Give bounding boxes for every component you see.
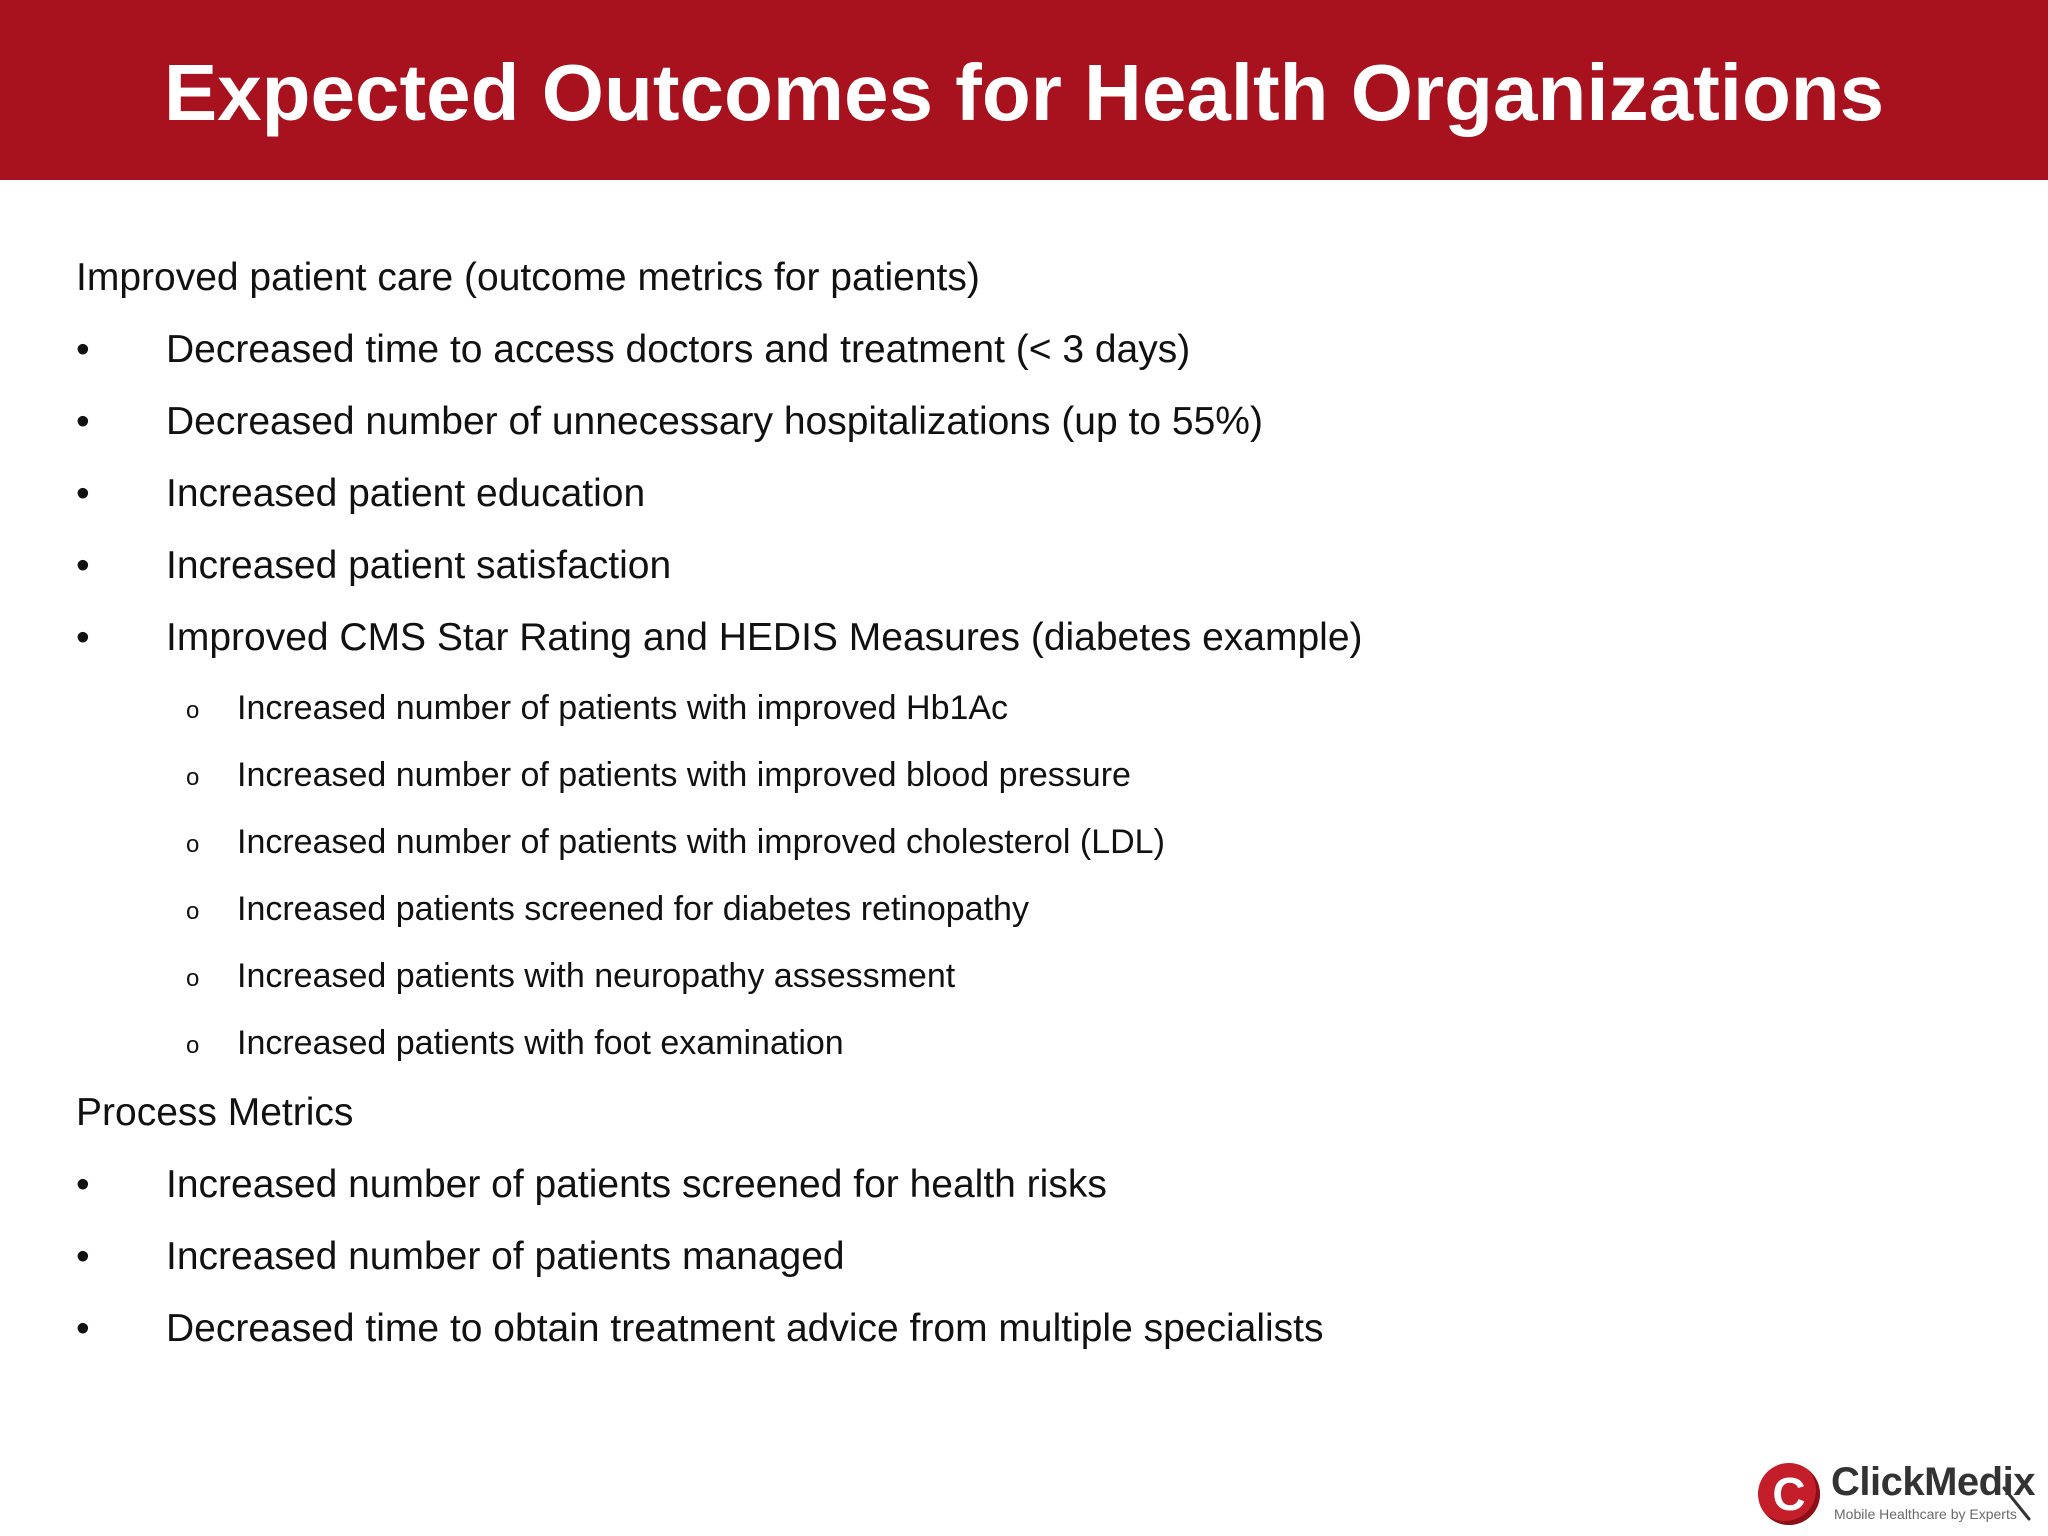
sub-bullet-text: Increased patients with foot examination xyxy=(237,1024,844,1062)
slide-title: Expected Outcomes for Health Organizations xyxy=(163,48,1885,137)
logo-slash-icon xyxy=(2002,1486,2032,1522)
clickmedix-logo xyxy=(1755,1458,2035,1528)
bullet-marker: • xyxy=(76,616,90,659)
logo-circle-icon xyxy=(1758,1463,1820,1525)
logo-name: ClickMedix xyxy=(1831,1460,2035,1504)
sub-bullet-marker: o xyxy=(186,1032,200,1059)
bullet-text: Increased patient satisfaction xyxy=(166,544,672,587)
logo-tagline: Mobile Healthcare by Experts xyxy=(1834,1506,2017,1522)
bullet-text: Decreased time to access doctors and treatment (< 3 days) xyxy=(166,328,1191,371)
sub-bullet-text: Increased patients screened for diabetes retinopathy xyxy=(237,890,1029,928)
sub-bullet-text: Increased number of patients with improved blood pressure xyxy=(237,756,1131,794)
title-bar xyxy=(0,0,2048,180)
sub-bullet-marker: o xyxy=(186,898,200,925)
bullet-text: Increased patient education xyxy=(166,472,646,515)
section-heading-process-metrics: Process Metrics xyxy=(76,1091,354,1134)
bullet-marker: • xyxy=(76,1307,90,1350)
sub-bullet-marker: o xyxy=(186,697,200,724)
sub-bullet-marker: o xyxy=(186,764,200,791)
bullet-text: Decreased number of unnecessary hospitalizations (up to 55%) xyxy=(166,400,1263,443)
bullet-text: Increased number of patients screened for health risks xyxy=(166,1163,1107,1206)
bullet-marker: • xyxy=(76,1163,90,1206)
section-heading-patient-care: Improved patient care (outcome metrics for patients) xyxy=(76,256,980,299)
bullet-marker: • xyxy=(76,544,90,587)
bullet-marker: • xyxy=(76,1235,90,1278)
sub-bullet-text: Increased number of patients with improved cholesterol (LDL) xyxy=(237,823,1165,861)
bullet-text: Decreased time to obtain treatment advice from multiple specialists xyxy=(166,1307,1324,1350)
logo-letter: C xyxy=(1772,1468,1806,1520)
sub-bullet-text: Increased number of patients with improved Hb1Ac xyxy=(237,689,1009,727)
bullet-marker: • xyxy=(76,328,90,371)
bullet-marker: • xyxy=(76,472,90,515)
bullet-text: Increased number of patients managed xyxy=(166,1235,845,1278)
sub-bullet-marker: o xyxy=(186,831,200,858)
sub-bullet-marker: o xyxy=(186,965,200,992)
sub-bullet-text: Increased patients with neuropathy assessment xyxy=(237,957,956,995)
bullet-text: Improved CMS Star Rating and HEDIS Measures (diabetes example) xyxy=(166,616,1363,659)
bullet-marker: • xyxy=(76,400,90,443)
